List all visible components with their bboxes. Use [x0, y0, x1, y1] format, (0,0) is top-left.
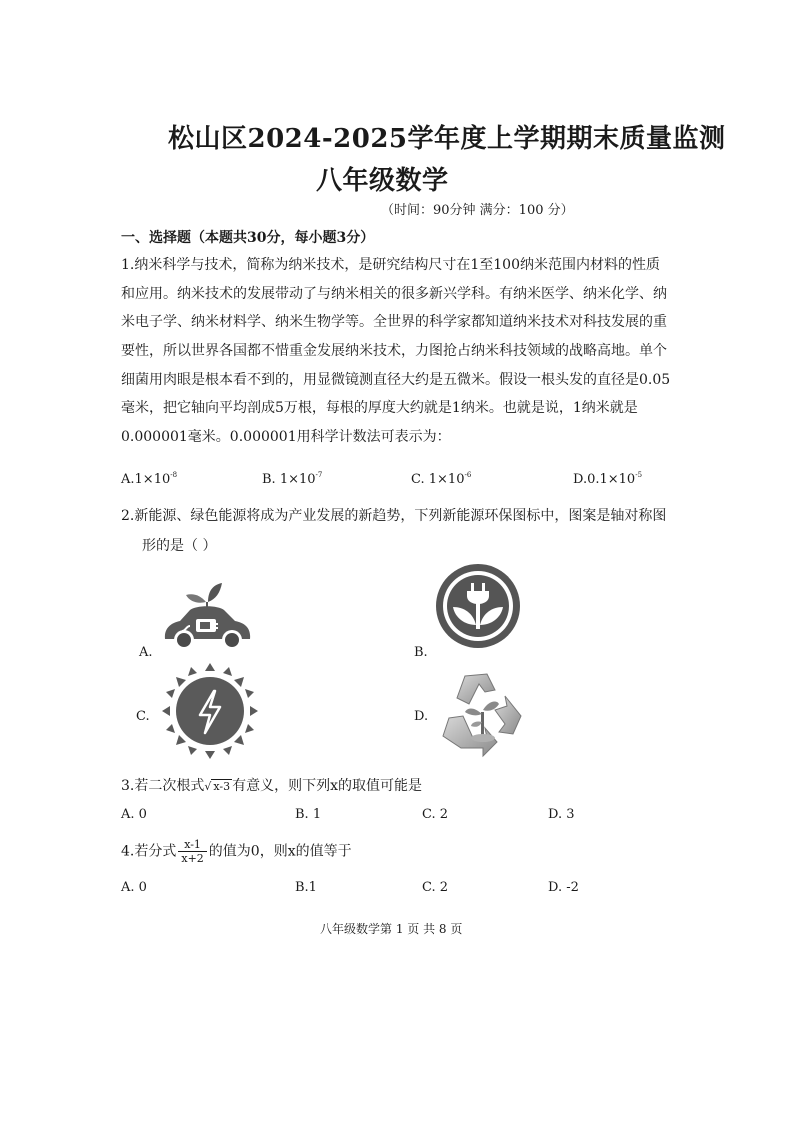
q4-option-a[interactable]: A. 0 [121, 880, 147, 895]
q1-line: 要性，所以世界各国都不惜重金发展纳米技术，力图抢占纳米科技领域的战略高地。单个 [121, 343, 667, 360]
plug-sprout-icon[interactable] [435, 563, 521, 649]
q2-option-c-label[interactable]: C. [136, 709, 150, 724]
q2-option-a-label[interactable]: A. [139, 645, 153, 660]
section-heading: 一、选择题（本题共30分，每小题3分） [121, 230, 375, 246]
q1-line: 毫米，把它轴向平均剖成5万根，每根的厚度大约就是1纳米。也就是说，1纳米就是 [121, 400, 638, 417]
q3-option-c[interactable]: C. 2 [422, 807, 449, 822]
q1-option-a[interactable] [121, 471, 177, 487]
q2-option-d-label[interactable]: D. [414, 709, 429, 724]
option-base: 1×10 [134, 472, 171, 487]
q3-suffix: 有意义，则下列x的取值可能是 [232, 778, 423, 794]
q3-option-a[interactable]: A. 0 [121, 807, 147, 822]
q4-numerator: x-1 [178, 838, 206, 852]
q1-line: 0.000001毫米。0.000001用科学计数法可表示为： [121, 429, 451, 446]
electric-car-icon[interactable] [160, 577, 255, 657]
q4-option-c[interactable]: C. 2 [422, 880, 449, 895]
option-base: 1×10 [428, 472, 465, 487]
option-base: 0.1×10 [587, 472, 636, 487]
page-footer: 八年级数学第 1 页 共 8 页 [320, 922, 463, 936]
option-exponent: -6 [464, 471, 472, 479]
q3-stem [121, 775, 422, 795]
q1-option-b[interactable] [262, 471, 322, 487]
option-label: B. [262, 472, 276, 487]
option-exponent: -5 [635, 471, 643, 479]
exam-info: （时间：90分钟 满分：100 分） [381, 203, 574, 218]
exam-subtitle: 八年级数学 [316, 166, 449, 196]
q4-stem [121, 838, 352, 865]
q3-option-b[interactable]: B. 1 [295, 807, 322, 822]
q1-option-d[interactable] [573, 471, 642, 487]
square-root-expression: √ x-3 [204, 780, 231, 793]
q2-line: 形的是（ ） [142, 538, 217, 554]
q4-denominator: x+2 [181, 852, 204, 865]
exam-title: 松山区2024-2025学年度上学期期末质量监测 [168, 124, 726, 154]
q4-suffix: 的值为0，则x的值等于 [208, 843, 352, 860]
option-base: 1×10 [279, 472, 316, 487]
recycle-plant-icon[interactable] [435, 666, 533, 762]
question-1 [121, 251, 670, 452]
q2-option-b-label[interactable]: B. [414, 645, 428, 660]
q3-radicand: x-3 [213, 780, 231, 793]
option-exponent: -7 [315, 471, 323, 479]
q4-option-b[interactable]: B.1 [295, 880, 317, 895]
q1-line: 1.纳米科学与技术，简称为纳米技术，是研究结构尺寸在1至100纳米范围内材料的性质 [121, 257, 660, 273]
q1-line: 米电子学、纳米材料学、纳米生物学等。全世界的科学家都知道纳米技术对科技发展的重 [121, 314, 667, 331]
q3-prefix: 3.若二次根式 [121, 778, 205, 794]
q1-option-c[interactable] [411, 471, 471, 487]
q4-option-d[interactable]: D. -2 [548, 880, 579, 895]
option-label: D. [573, 472, 588, 487]
option-label: A. [121, 472, 135, 487]
sun-bolt-icon[interactable] [160, 661, 260, 761]
fraction-expression [178, 838, 206, 865]
option-exponent: -8 [170, 471, 178, 479]
option-label: C. [411, 472, 425, 487]
q3-option-d[interactable]: D. 3 [548, 807, 575, 822]
q2-line: 2.新能源、绿色能源将成为产业发展的新趋势，下列新能源环保图标中，图案是轴对称图 [121, 508, 667, 524]
q4-prefix: 4.若分式 [121, 843, 177, 860]
q1-line: 和应用。纳米技术的发展带动了与纳米相关的很多新兴学科。有纳米医学、纳米化学、纳 [121, 285, 667, 302]
q1-line: 细菌用肉眼是根本看不到的，用显微镜测直径大约是五微米。假设一根头发的直径是0.05 [121, 371, 671, 388]
